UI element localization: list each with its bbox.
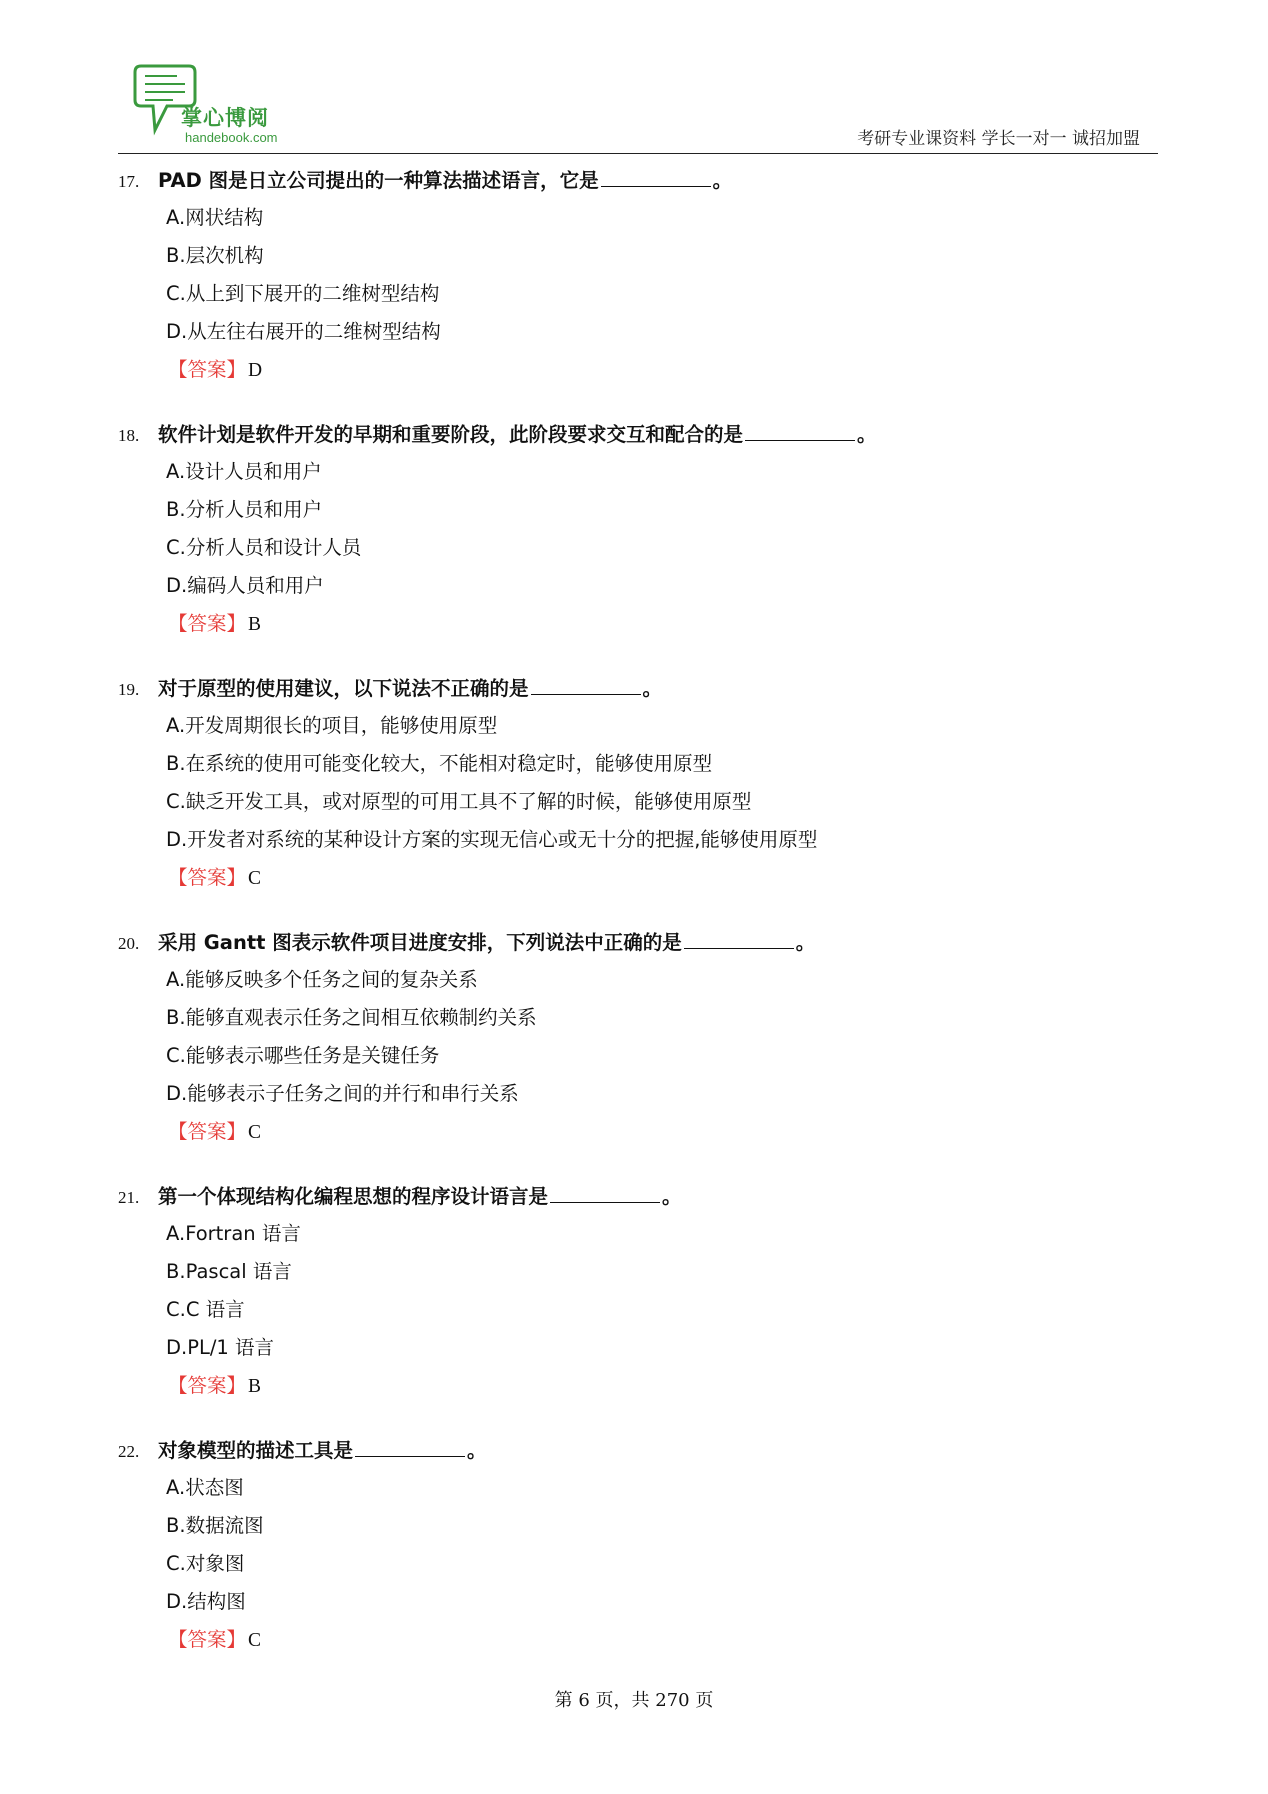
- answer-line: [118, 859, 1128, 897]
- answer-line: [118, 351, 1128, 389]
- answer-label: 【答案】: [168, 866, 247, 889]
- answer-blank: [550, 1182, 660, 1203]
- answer-value: C: [248, 1630, 262, 1651]
- question-item: [118, 417, 1128, 643]
- answer-blank: [745, 420, 855, 441]
- question-end: 。: [662, 1185, 682, 1208]
- question-item: [118, 925, 1128, 1151]
- question-text: 对于原型的使用建议，以下说法不正确的是: [158, 677, 529, 700]
- option-c: C.对象图: [166, 1552, 245, 1575]
- answer-value: B: [248, 1376, 262, 1397]
- question-stem: [118, 1179, 1128, 1215]
- question-end: 。: [795, 931, 816, 954]
- question-end: 。: [857, 423, 877, 446]
- answer-line: [118, 1621, 1128, 1659]
- question-text: 对象模型的描述工具是: [158, 1439, 354, 1462]
- option-b: B.在系统的使用可能变化较大，不能相对稳定时，能够使用原型: [166, 752, 713, 775]
- option-d: D.从左往右展开的二维树型结构: [166, 320, 441, 343]
- answer-label: 【答案】: [168, 358, 247, 381]
- question-number: 21.: [118, 1188, 140, 1207]
- question-end: 。: [467, 1439, 487, 1462]
- answer-value: D: [248, 360, 263, 381]
- question-stem: [118, 1433, 1128, 1469]
- question-stem: [118, 671, 1128, 707]
- answer-value: C: [248, 868, 262, 889]
- question-item: [118, 163, 1128, 389]
- option-a: A.设计人员和用户: [166, 460, 322, 483]
- page-footer: 第 6 页，共 270 页: [554, 1690, 714, 1711]
- header-divider: [118, 153, 1158, 154]
- option-a: A.开发周期很长的项目，能够使用原型: [166, 714, 498, 737]
- option-d: D.开发者对系统的某种设计方案的实现无信心或无十分的把握,能够使用原型: [166, 828, 818, 851]
- option-b: B.能够直观表示任务之间相互依赖制约关系: [166, 1006, 537, 1029]
- answer-value: C: [248, 1122, 262, 1143]
- question-stem: [118, 417, 1128, 453]
- answer-line: [118, 1367, 1128, 1405]
- question-end: 。: [642, 677, 663, 700]
- question-number: 18.: [118, 426, 140, 445]
- answer-label: 【答案】: [168, 612, 247, 635]
- answer-blank: [684, 928, 794, 949]
- question-item: [118, 671, 1128, 897]
- option-d: D.编码人员和用户: [166, 574, 324, 597]
- answer-blank: [355, 1436, 465, 1457]
- answer-line: [118, 605, 1128, 643]
- logo-brand-text: 掌心博阅: [181, 106, 269, 130]
- question-text: 采用 Gantt 图表示软件项目进度安排，下列说法中正确的是: [158, 931, 682, 954]
- question-item: [118, 1179, 1128, 1405]
- answer-blank: [531, 674, 641, 695]
- answer-label: 【答案】: [168, 1628, 247, 1651]
- option-d: D.PL/1 语言: [166, 1336, 275, 1359]
- option-a: A.状态图: [166, 1476, 244, 1499]
- option-d: D.能够表示子任务之间的并行和串行关系: [166, 1082, 519, 1105]
- handebook-logo: [133, 64, 278, 145]
- option-c: C.缺乏开发工具，或对原型的可用工具不了解的时候，能够使用原型: [166, 790, 752, 813]
- question-number: 17.: [118, 172, 140, 191]
- question-text: 软件计划是软件开发的早期和重要阶段，此阶段要求交互和配合的是: [158, 423, 744, 446]
- question-text: PAD 图是日立公司提出的一种算法描述语言，它是: [158, 169, 599, 192]
- answer-label: 【答案】: [168, 1120, 247, 1143]
- answer-value: B: [248, 614, 262, 635]
- option-c: C.C 语言: [166, 1298, 245, 1321]
- question-number: 20.: [118, 934, 140, 953]
- question-stem: [118, 163, 1128, 199]
- option-c: C.能够表示哪些任务是关键任务: [166, 1044, 440, 1067]
- option-b: B.Pascal 语言: [166, 1260, 292, 1283]
- logo-url-text: handebook.com: [185, 130, 278, 145]
- option-b: B.数据流图: [166, 1514, 264, 1537]
- question-list: [118, 163, 1128, 1687]
- option-b: B.层次机构: [166, 244, 264, 267]
- page-header: [118, 58, 1158, 154]
- question-number: 19.: [118, 680, 140, 699]
- option-c: C.从上到下展开的二维树型结构: [166, 282, 440, 305]
- header-slogan: 考研专业课资料 学长一对一 诚招加盟: [857, 129, 1140, 149]
- answer-line: [118, 1113, 1128, 1151]
- option-c: C.分析人员和设计人员: [166, 536, 362, 559]
- answer-blank: [601, 166, 711, 187]
- question-stem: [118, 925, 1128, 961]
- question-number: 22.: [118, 1442, 140, 1461]
- option-a: A.能够反映多个任务之间的复杂关系: [166, 968, 478, 991]
- question-item: [118, 1433, 1128, 1659]
- question-text: 第一个体现结构化编程思想的程序设计语言是: [158, 1185, 549, 1208]
- answer-label: 【答案】: [168, 1374, 247, 1397]
- option-b: B.分析人员和用户: [166, 498, 323, 521]
- option-a: A.网状结构: [166, 206, 264, 229]
- option-d: D.结构图: [166, 1590, 246, 1613]
- option-a: A.Fortran 语言: [166, 1222, 301, 1245]
- question-end: 。: [712, 169, 733, 192]
